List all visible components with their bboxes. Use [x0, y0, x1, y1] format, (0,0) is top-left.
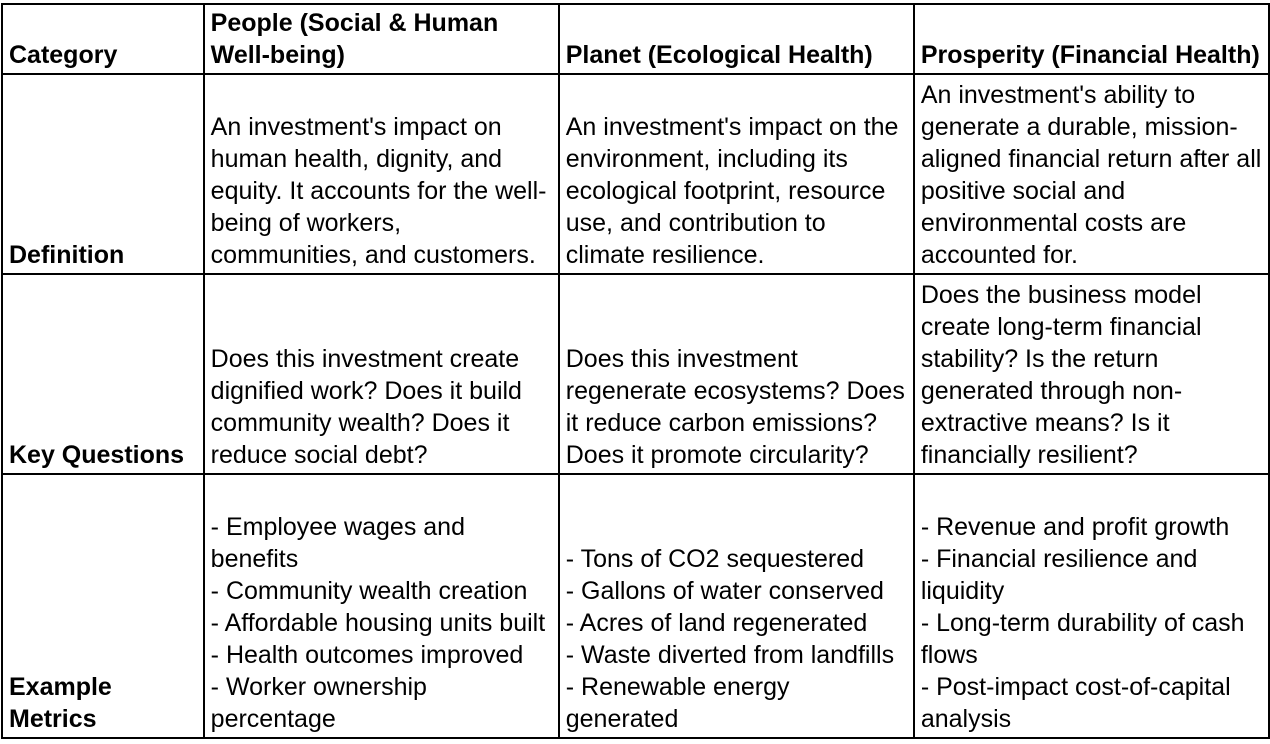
key-questions-label-cell[interactable]: Key Questions	[2, 274, 204, 474]
definition-label-cell[interactable]: Definition	[2, 74, 204, 274]
metric-line: - Tons of CO2 sequestered	[565, 545, 865, 573]
key-questions-row	[2, 274, 1269, 474]
metric-line: - Post-impact cost-of-capital analysis	[920, 673, 1231, 733]
definition-people-cell[interactable]: An investment's impact on human health, dignity, and equity. It accounts for the well-being of workers, communities, and customers.	[204, 74, 559, 274]
example-metrics-planet-cell[interactable]	[559, 474, 914, 738]
header-planet-cell[interactable]: Planet (Ecological Health)	[559, 4, 914, 74]
metric-line: - Affordable housing units built	[210, 609, 546, 637]
example-metrics-people-cell[interactable]	[204, 474, 559, 738]
example-metrics-row	[2, 474, 1269, 738]
metric-line: - Acres of land regenerated	[565, 609, 868, 637]
metric-line: - Community wealth creation	[210, 577, 528, 605]
key-questions-prosperity-cell[interactable]: Does the business model create long-term financial stability? Is the return generated through non-extractive means? Is it financially resilient?	[914, 274, 1269, 474]
metric-line: - Gallons of water conserved	[565, 577, 884, 605]
metric-line: - Employee wages and benefits	[210, 513, 465, 573]
metric-line: - Health outcomes improved	[210, 641, 524, 669]
example-metrics-label-cell[interactable]: Example Metrics	[2, 474, 204, 738]
impact-framework-table	[1, 3, 1270, 739]
metric-line: - Waste diverted from landfills	[565, 641, 895, 669]
key-questions-planet-cell[interactable]: Does this investment regenerate ecosystems? Does it reduce carbon emissions? Does it promote circularity?	[559, 274, 914, 474]
header-people-cell[interactable]: People (Social & Human Well-being)	[204, 4, 559, 74]
example-metrics-prosperity-cell[interactable]	[914, 474, 1269, 738]
definition-row	[2, 74, 1269, 274]
header-prosperity-cell[interactable]: Prosperity (Financial Health)	[914, 4, 1269, 74]
definition-planet-cell[interactable]: An investment's impact on the environment, including its ecological footprint, resource use, and contribution to climate resilience.	[559, 74, 914, 274]
metric-line: - Revenue and profit growth	[920, 513, 1230, 541]
header-category-cell[interactable]: Category	[2, 4, 204, 74]
metric-line: - Renewable energy generated	[565, 673, 790, 733]
key-questions-people-cell[interactable]: Does this investment create dignified work? Does it build community wealth? Does it reduce social debt?	[204, 274, 559, 474]
definition-prosperity-cell[interactable]: An investment's ability to generate a durable, mission-aligned financial return after all positive social and environmental costs are accounted for.	[914, 74, 1269, 274]
metric-line: - Worker ownership percentage	[210, 673, 427, 733]
metric-line: - Long-term durability of cash flows	[920, 609, 1245, 669]
metric-line: - Financial resilience and liquidity	[920, 545, 1198, 605]
header-row	[2, 4, 1269, 74]
